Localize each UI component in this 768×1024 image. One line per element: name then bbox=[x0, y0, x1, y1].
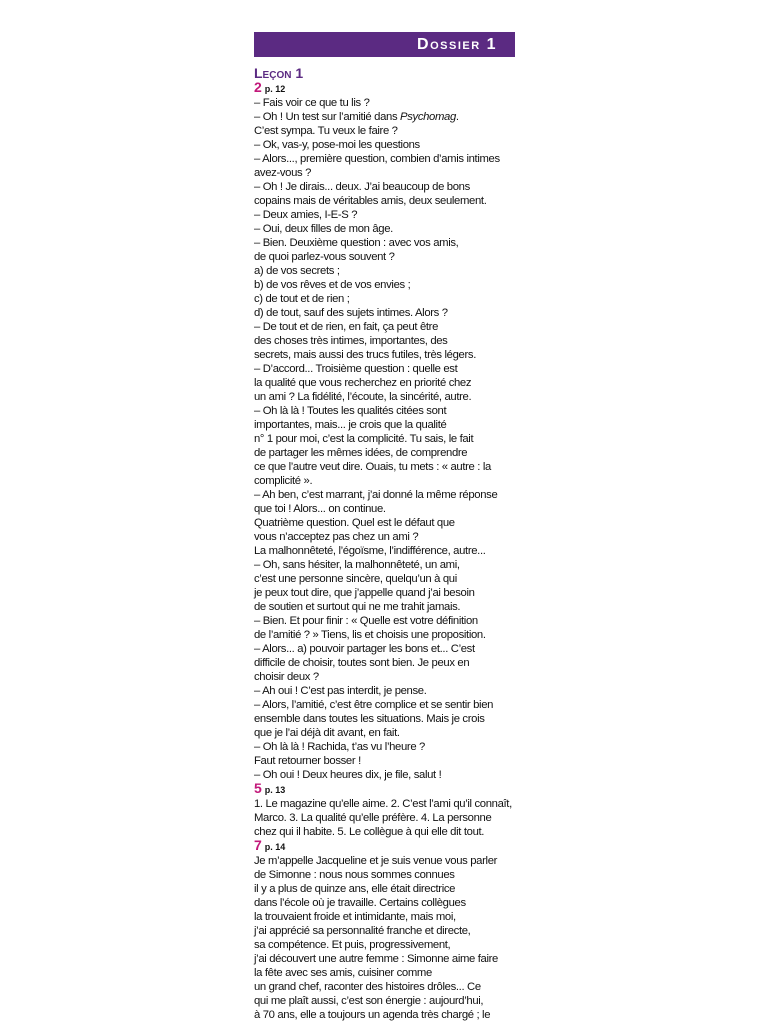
transcript-line: difficile de choisir, toutes sont bien. Je peux en bbox=[254, 657, 470, 669]
transcript-line: – Ah ben, c’est marrant, j’ai donné la même réponse bbox=[254, 489, 498, 501]
transcript-line: Faut retourner bosser ! bbox=[254, 755, 361, 767]
dossier-header-bar bbox=[254, 32, 515, 57]
transcript-line: – Bien. Et pour finir : « Quelle est votre définition bbox=[254, 615, 478, 627]
exercise-page-ref: p. 12 bbox=[264, 84, 286, 94]
transcript-line: – Oh ! Je dirais... deux. J’ai beaucoup de bons bbox=[254, 181, 470, 193]
transcript-line: – Alors..., première question, combien d’amis intimes bbox=[254, 153, 500, 165]
transcript-line: que je l’ai déjà dit avant, en fait. bbox=[254, 727, 400, 739]
transcript-line: choisir deux ? bbox=[254, 671, 319, 683]
transcript-line: des choses très intimes, importantes, des bbox=[254, 335, 448, 347]
transcript-line: – Oui, deux filles de mon âge. bbox=[254, 223, 393, 235]
transcript-line: la qualité que vous recherchez en priorité chez bbox=[254, 377, 472, 389]
transcript-line: la fête avec ses amis, cuisiner comme bbox=[254, 967, 432, 979]
transcript-line: ensemble dans toutes les situations. Mais je crois bbox=[254, 713, 485, 725]
transcript-line: – Oh là là ! Rachida, t’as vu l’heure ? bbox=[254, 741, 425, 753]
transcript-line: – Alors, l’amitié, c’est être complice et se sentir bien bbox=[254, 699, 494, 711]
transcript-line: copains mais de véritables amis, deux seulement. bbox=[254, 195, 487, 207]
exercise-number: 5 bbox=[254, 780, 262, 796]
transcript-line: c) de tout et de rien ; bbox=[254, 293, 350, 305]
transcript-line: – Oh là là ! Toutes les qualités citées sont bbox=[254, 405, 447, 417]
exercise-heading bbox=[254, 782, 516, 797]
transcript-line: importantes, mais... je crois que la qualité bbox=[254, 419, 447, 431]
transcript-column bbox=[254, 66, 516, 1022]
exercise-number: 7 bbox=[254, 837, 262, 853]
transcript-line: qui me plaît aussi, c’est son énergie : aujourd’hui, bbox=[254, 995, 484, 1007]
transcript-line: – Deux amies, I-E-S ? bbox=[254, 209, 358, 221]
transcript-line: – Fais voir ce que tu lis ? bbox=[254, 97, 370, 109]
transcript-line: Je m’appelle Jacqueline et je suis venue vous parler bbox=[254, 855, 498, 867]
transcript-line: – De tout et de rien, en fait, ça peut être bbox=[254, 321, 439, 333]
transcript-line: 1. Le magazine qu’elle aime. 2. C’est l’ami qu’il connaît, bbox=[254, 798, 512, 810]
dossier-title: Dossier 1 bbox=[417, 35, 497, 53]
transcript-line: dans l’école où je travaille. Certains collègues bbox=[254, 897, 466, 909]
transcript-line: d) de tout, sauf des sujets intimes. Alors ? bbox=[254, 307, 448, 319]
transcript-line: C’est sympa. Tu veux le faire ? bbox=[254, 125, 398, 137]
transcript-line: complicité ». bbox=[254, 475, 313, 487]
transcript-line: il y a plus de quinze ans, elle était directrice bbox=[254, 883, 456, 895]
exercise-page-ref: p. 14 bbox=[264, 842, 286, 852]
transcript-line: de soutien et surtout qui ne me trahit jamais. bbox=[254, 601, 461, 613]
transcript-line: de l’amitié ? » Tiens, lis et choisis une proposition. bbox=[254, 629, 486, 641]
lesson-title: Leçon 1 bbox=[254, 65, 304, 81]
transcript-line: – Oh ! Un test sur l’amitié dans Psychomag. bbox=[254, 111, 459, 123]
transcript-line: Marco. 3. La qualité qu’elle préfère. 4. La personne bbox=[254, 812, 492, 824]
transcript-line: – Alors... a) pouvoir partager les bons et... C’est bbox=[254, 643, 475, 655]
transcript-line: n° 1 pour moi, c’est la complicité. Tu sais, le fait bbox=[254, 433, 474, 445]
transcript-line: je peux tout dire, que j’appelle quand j’ai besoin bbox=[254, 587, 475, 599]
transcript-line: vous n’acceptez pas chez un ami ? bbox=[254, 531, 419, 543]
transcript-line: j’ai apprécié sa personnalité franche et directe, bbox=[254, 925, 471, 937]
transcript-line: avez-vous ? bbox=[254, 167, 312, 179]
exercise-heading bbox=[254, 81, 516, 96]
transcript-line: – Oh oui ! Deux heures dix, je file, salut ! bbox=[254, 769, 442, 781]
exercise-page-ref: p. 13 bbox=[264, 785, 286, 795]
transcript-line: b) de vos rêves et de vos envies ; bbox=[254, 279, 411, 291]
transcript-line: – D’accord... Troisième question : quelle est bbox=[254, 363, 458, 375]
transcript-line: – Bien. Deuxième question : avec vos amis, bbox=[254, 237, 459, 249]
transcript-line: de Simonne : nous nous sommes connues bbox=[254, 869, 455, 881]
exercise-number: 2 bbox=[254, 79, 262, 95]
transcript-line: – Oh, sans hésiter, la malhonnêteté, un ami, bbox=[254, 559, 460, 571]
transcript-line: chez qui il habite. 5. Le collègue à qui elle dit tout. bbox=[254, 826, 485, 838]
transcript-line: que toi ! Alors... on continue. bbox=[254, 503, 386, 515]
transcript-line: j’ai découvert une autre femme : Simonne aime faire bbox=[254, 953, 498, 965]
transcript-line: un grand chef, raconter des histoires drôles... Ce bbox=[254, 981, 481, 993]
transcript-line: Quatrième question. Quel est le défaut que bbox=[254, 517, 455, 529]
transcript-line: – Ah oui ! C’est pas interdit, je pense. bbox=[254, 685, 427, 697]
transcript-line: la trouvaient froide et intimidante, mais moi, bbox=[254, 911, 456, 923]
exercise-heading bbox=[254, 839, 516, 854]
transcript-line: de partager les mêmes idées, de comprendre bbox=[254, 447, 468, 459]
transcript-line: sa compétence. Et puis, progressivement, bbox=[254, 939, 451, 951]
transcript-line: à 70 ans, elle a toujours un agenda très chargé ; le bbox=[254, 1009, 491, 1021]
transcript-line: La malhonnêteté, l’égoïsme, l’indifférence, autre... bbox=[254, 545, 486, 557]
transcript-line: – Ok, vas-y, pose-moi les questions bbox=[254, 139, 420, 151]
transcript-line: ce que l’autre veut dire. Ouais, tu mets : « autre : la bbox=[254, 461, 491, 473]
transcript-line: c’est une personne sincère, quelqu’un à qui bbox=[254, 573, 457, 585]
transcript-line: de quoi parlez-vous souvent ? bbox=[254, 251, 395, 263]
transcript-line: a) de vos secrets ; bbox=[254, 265, 340, 277]
transcript-line: secrets, mais aussi des trucs futiles, très légers. bbox=[254, 349, 476, 361]
transcript-line: un ami ? La fidélité, l’écoute, la sincérité, autre. bbox=[254, 391, 472, 403]
